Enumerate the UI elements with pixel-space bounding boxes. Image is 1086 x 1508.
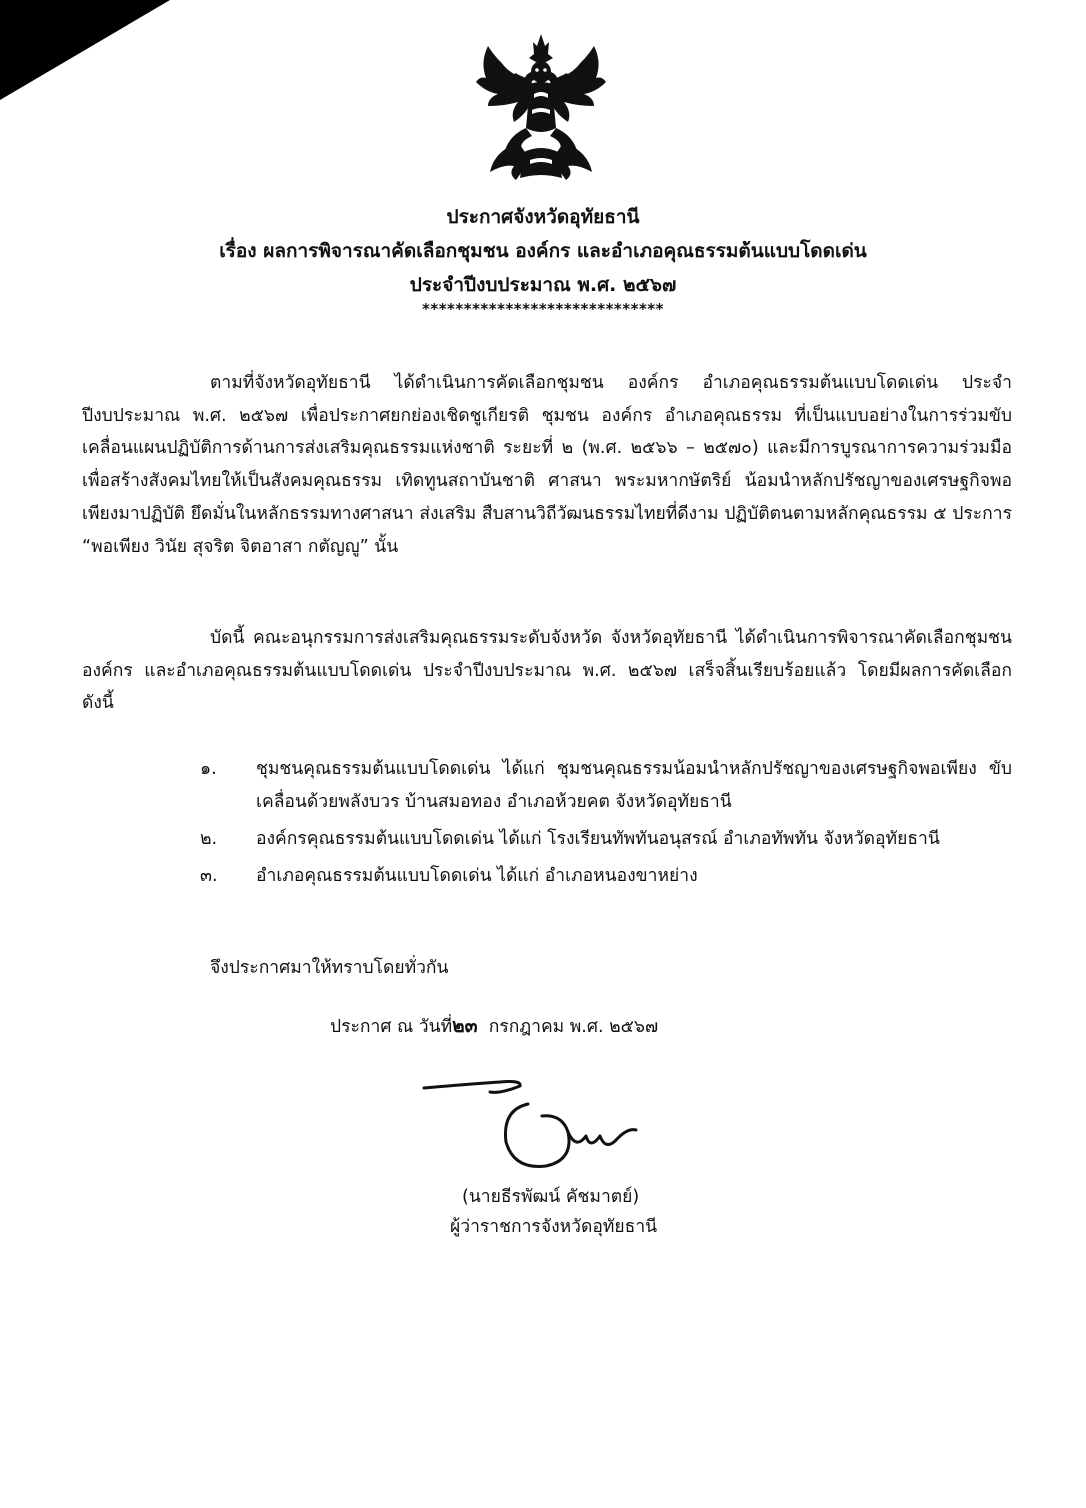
announcement-title: ประกาศจังหวัดอุทัยธานี bbox=[446, 206, 640, 228]
handwritten-signature bbox=[410, 1070, 690, 1180]
result-list bbox=[200, 753, 1012, 897]
date-prefix: ประกาศ ณ วันที่ bbox=[330, 1017, 453, 1037]
closing-statement: จึงประกาศมาให้ทราบโดยทั่วกัน bbox=[210, 958, 449, 978]
list-item-text: ชุมชนคุณธรรมต้นแบบโดดเด่น ได้แก่ ชุมชนคุณธรรมน้อมนำหลักปรัชญาของเศรษฐกิจพอเพียง ขับเคลื่อนด้วยพลังบวร บ้านสมอทอง อำเภอห้วยคต จังหวัดอุทัยธานี bbox=[256, 759, 1012, 812]
list-item-number: ๓. bbox=[200, 866, 218, 886]
list-item-text: อำเภอคุณธรรมต้นแบบโดดเด่น ได้แก่ อำเภอหนองขาหย่าง bbox=[256, 866, 698, 886]
body-paragraph-2: บัดนี้ คณะอนุกรรมการส่งเสริมคุณธรรมระดับจังหวัด จังหวัดอุทัยธานี ได้ดำเนินการพิจารณาคัดเลือกชุมชน องค์กร และอำเภอคุณธรรมต้นแบบโดดเด่น ประจำปีงบประมาณ พ.ศ. ๒๕๖๗ เสร็จสิ้นเรียบร้อยแล้ว โดยมีผลการคัดเลือก ดังนี้ bbox=[82, 628, 1012, 714]
date-day: ๒๓ bbox=[452, 1015, 478, 1037]
announcement-subject: เรื่อง ผลการพิจารณาคัดเลือกชุมชน องค์กร และอำเภอคุณธรรมต้นแบบโดดเด่น bbox=[219, 240, 867, 262]
list-item-number: ๑. bbox=[200, 759, 217, 779]
list-item-text: องค์กรคุณธรรมต้นแบบโดดเด่น ได้แก่ โรงเรียนทัพทันอนุสรณ์ อำเภอทัพทัน จังหวัดอุทัยธานี bbox=[256, 829, 940, 849]
mourning-ribbon-icon bbox=[0, 0, 170, 100]
signer-name: (นายธีรพัฒน์ คัชมาตย์) bbox=[462, 1187, 640, 1207]
body-paragraph-1: ตามที่จังหวัดอุทัยธานี ได้ดำเนินการคัดเลือกชุมชน องค์กร อำเภอคุณธรรมต้นแบบโดดเด่น ประจำปีงบประมาณ พ.ศ. ๒๕๖๗ เพื่อประกาศยกย่องเชิดชูเกียรติ ชุมชน องค์กร อำเภอคุณธรรม ที่เป็นแบบอย่างในการร่วมขับเคลื่อนแผนปฏิบัติการด้านการส่งเสริมคุณธรรมแห่งชาติ ระยะที่ ๒ (พ.ศ. ๒๕๖๖ – ๒๕๗๐) และมีการบูรณาการความร่วมมือ เพื่อสร้างสังคมไทยให้เป็นสังคมคุณธรรม เทิดทูนสถาบันชาติ ศาสนา พระมหากษัตริย์ น้อมนำหลักปรัชญาของเศรษฐกิจพอเพียงมาปฏิบัติ ยึดมั่นในหลักธรรมทางศาสนา ส่งเสริม สืบสานวิถีวัฒนธรรมไทยที่ดีงาม ปฏิบัติตนตามหลักคุณธรรม ๕ ประการ “พอเพียง วินัย สุจริต จิตอาสา กตัญญู” นั้น bbox=[82, 373, 1012, 557]
signer-position: ผู้ว่าราชการจังหวัดอุทัยธานี bbox=[450, 1217, 658, 1237]
list-item bbox=[200, 860, 1012, 893]
list-item bbox=[200, 753, 1012, 819]
header-divider: ***************************** bbox=[422, 300, 664, 318]
list-item bbox=[200, 823, 1012, 856]
announcement-fiscal-year: ประจำปีงบประมาณ พ.ศ. ๒๕๖๗ bbox=[409, 274, 677, 296]
announcement-header bbox=[0, 200, 1086, 318]
date-month-year: กรกฎาคม พ.ศ. ๒๕๖๗ bbox=[488, 1017, 659, 1037]
garuda-emblem-icon bbox=[474, 32, 608, 182]
list-item-number: ๒. bbox=[200, 829, 218, 849]
announcement-date bbox=[330, 1010, 658, 1044]
